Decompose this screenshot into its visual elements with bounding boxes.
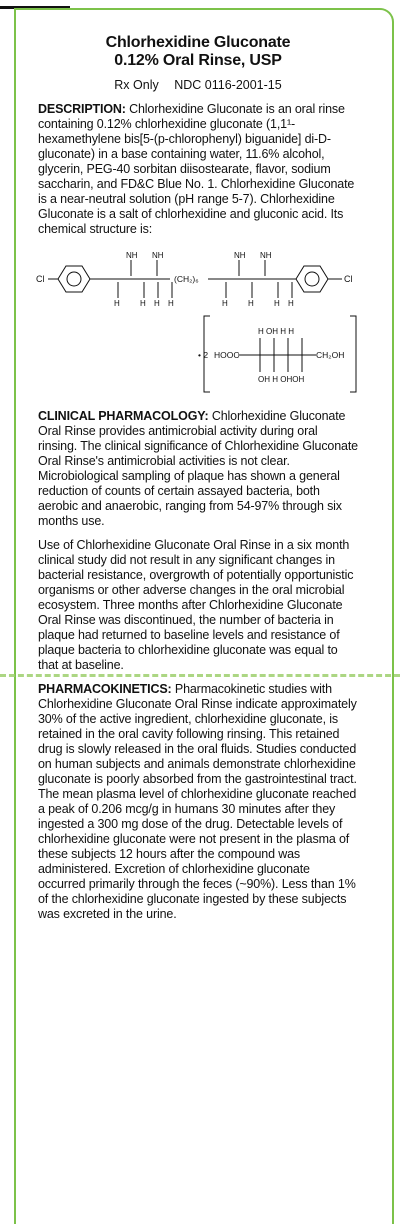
clinical-pharmacology-paragraph-2: Use of Chlorhexidine Gluconate Oral Rinse in a six month clinical study did not result in any significant changes in bacterial resistance, overgrowth of potentially opportunistic organisms or other adverse changes in the oral microbial ecosystem. Three months after Chlorhexidine Gluconate Oral Rinse was discontinued, the number of bacteria in plaque had returned to baseline levels and resistance of plaque bacteria to chlorhexidine gluconate was equal to that at baseline. (38, 538, 354, 672)
rx-ndc-line (38, 78, 358, 92)
clinical-pharmacology-text: Chlorhexidine Gluconate Oral Rinse provides antimicrobial activity during oral rinsing. The clinical significance of Chlorhexidine Gluconate Oral Rinse's antimicrobial activities is not clear. Microbiological sampling of plaque has shown a general reduction of counts of certain assayed bacteria, both aerobic and anaerobic, ranging from 54-97% through six months use. (38, 409, 358, 528)
chemical-structure-diagram (38, 246, 358, 396)
clinical-pharmacology-label: CLINICAL PHARMACOLOGY: (38, 409, 209, 423)
h-1: H (114, 299, 120, 308)
nh-3: NH (234, 251, 246, 260)
label-content (38, 34, 358, 931)
methylene-chain: (CH₂)₆ (174, 274, 199, 284)
nh-2: NH (152, 251, 164, 260)
clinical-pharmacology-section (38, 409, 358, 529)
cl-right: Cl (344, 274, 353, 284)
title-line-1: Chlorhexidine Gluconate (105, 34, 291, 51)
ch2oh: CH₂OH (316, 350, 345, 360)
title-line-2: 0.12% Oral Rinse, USP (114, 52, 282, 69)
pharmacokinetics-label: PHARMACOKINETICS: (38, 682, 172, 696)
description-section (38, 102, 358, 237)
description-text: Chlorhexidine Gluconate is an oral rinse containing 0.12% chlorhexidine gluconate (1,1¹-hexamethylene bis[5-(p-chlorophenyl) biguanide] di-D-gluconate) in a base containing water, 11.6% alcohol, glycerin, PEG-40 sorbitan diisostearate, flavor, sodium saccharin, and FD&C Blue No. 1. Chlorhexidine Gluconate is a near-neutral solution (pH range 5-7). Chlorhexidine Gluconate is a salt of chlorhexidine and gluconic acid. Its chemical structure is: (38, 102, 355, 236)
multiplier: • 2 (198, 350, 209, 360)
top-substituents: H OH H H (258, 327, 294, 336)
rx-only: Rx Only (114, 78, 159, 92)
bottom-substituents: OH H OHOH (258, 375, 305, 384)
cl-left: Cl (36, 274, 45, 284)
hooc: HOOC (214, 350, 240, 360)
ndc-number: NDC 0116-2001-15 (174, 78, 282, 92)
h-8: H (288, 299, 294, 308)
structure-bonds (48, 260, 356, 392)
h-7: H (274, 299, 280, 308)
h-4: H (168, 299, 174, 308)
h-5: H (222, 299, 228, 308)
product-title (38, 34, 358, 70)
chemical-structure (38, 246, 358, 401)
h-6: H (248, 299, 254, 308)
pharmacokinetics-section (38, 682, 358, 922)
nh-4: NH (260, 251, 272, 260)
nh-1: NH (126, 251, 138, 260)
h-2: H (140, 299, 146, 308)
pharmacokinetics-text: Pharmacokinetic studies with Chlorhexidine Gluconate Oral Rinse indicate approximately 30% of the active ingredient, chlorhexidine gluconate, is retained in the oral cavity following rinsing. This retained drug is slowly released in the oral fluids. Studies conducted on human subjects and animals demonstrate chlorhexidine gluconate is poorly absorbed from the gastrointestinal tract. The mean plasma level of chlorhexidine gluconate reached a peak of 0.206 mcg/g in humans 30 minutes after they ingested a 300 mg dose of the drug. Detectable levels of chlorhexidine gluconate were not present in the plasma of these subjects 12 hours after the compound was administered. Excretion of chlorhexidine gluconate occurred primarily through the feces (~90%). Less than 1% of the chlorhexidine gluconate ingested by these subjects was excreted in the urine. (38, 682, 357, 921)
h-3: H (154, 299, 160, 308)
description-label: DESCRIPTION: (38, 102, 126, 116)
